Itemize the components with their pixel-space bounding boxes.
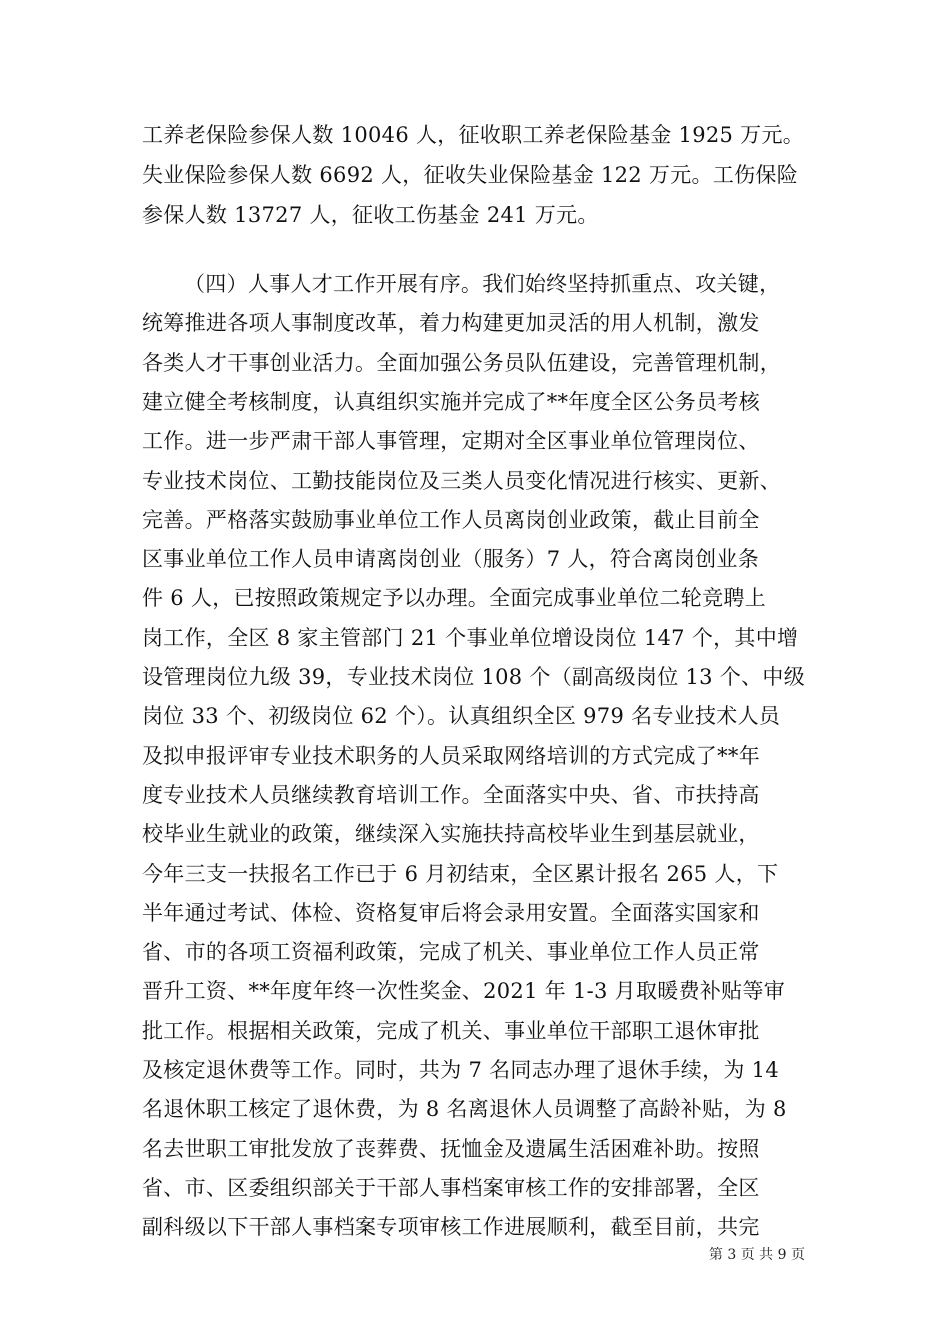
text-line: 工养老保险参保人数 10046 人，征收职工养老保险基金 1925 万元。 — [142, 123, 805, 147]
text-line: 省、市的各项工资福利政策，完成了机关、事业单位工作人员正常 — [142, 940, 760, 965]
text-line: 专业技术岗位、工勤技能岗位及三类人员变化情况进行核实、更新、 — [142, 468, 781, 493]
text-line: 参保人数 13727 人，征收工伤基金 241 万元。 — [142, 203, 599, 227]
text-line: 岗工作，全区 8 家主管部门 21 个事业单位增设岗位 147 个，其中增 — [142, 625, 799, 650]
text-line: 及拟申报评审专业技术职务的人员采取网络培训的方式完成了**年 — [142, 743, 760, 768]
text-line: 名去世职工审批发放了丧葬费、抚恤金及遗属生活困难补助。按照 — [142, 1136, 760, 1161]
text-line: 失业保险参保人数 6692 人，征收失业保险基金 122 万元。工伤保险 — [142, 163, 799, 187]
text-line: 校毕业生就业的政策，继续深入实施扶持高校毕业生到基层就业， — [142, 822, 760, 847]
text-line: 副科级以下干部人事档案专项审核工作进展顺利，截至目前，共完 — [142, 1215, 760, 1240]
text-line: 工作。进一步严肃干部人事管理，定期对全区事业单位管理岗位、 — [142, 429, 760, 454]
text-line: 度专业技术人员继续教育培训工作。全面落实中央、省、市扶持高 — [142, 782, 760, 807]
text-line: 建立健全考核制度，认真组织实施并完成了**年度全区公务员考核 — [142, 389, 760, 414]
text-line: 名退休职工核定了退休费，为 8 名离退休人员调整了高龄补贴，为 8 — [142, 1097, 787, 1122]
text-line: 今年三支一扶报名工作已于 6 月初结束，全区累计报名 265 人，下 — [142, 861, 779, 886]
text-line: 统筹推进各项人事制度改革，着力构建更加灵活的用人机制，激发 — [142, 311, 760, 336]
text-line: 晋升工资、**年度年终一次性奖金、2021 年 1-3 月取暖费补贴等审 — [142, 979, 786, 1004]
text-line: 设管理岗位九级 39，专业技术岗位 108 个（副高级岗位 13 个、中级 — [142, 665, 805, 689]
text-line: 件 6 人，已按照政策规定予以办理。全面完成事业单位二轮竞聘上 — [142, 586, 767, 611]
text-line: 及核定退休费等工作。同时，共为 7 名同志办理了退休手续，为 14 — [142, 1058, 780, 1082]
text-line: 半年通过考试、体检、资格复审后将会录用安置。全面落实国家和 — [142, 900, 760, 925]
text-line: （四）人事人才工作开展有序。我们始终坚持抓重点、攻关键， — [184, 272, 781, 296]
text-line: 批工作。根据相关政策，完成了机关、事业单位干部职工退休审批 — [142, 1018, 760, 1043]
text-line: 岗位 33 个、初级岗位 62 个）。认真组织全区 979 名专业技术人员 — [142, 704, 781, 729]
page-number-footer: 第 3 页 共 9 页 — [708, 1247, 805, 1263]
text-line: 区事业单位工作人员申请离岗创业（服务）7 人，符合离岗创业条 — [142, 547, 760, 572]
text-line: 完善。严格落实鼓励事业单位工作人员离岗创业政策，截止目前全 — [142, 507, 760, 532]
text-line: 各类人才干事创业活力。全面加强公务员队伍建设，完善管理机制， — [142, 350, 781, 375]
text-line: 省、市、区委组织部关于干部人事档案审核工作的安排部署，全区 — [142, 1175, 760, 1200]
